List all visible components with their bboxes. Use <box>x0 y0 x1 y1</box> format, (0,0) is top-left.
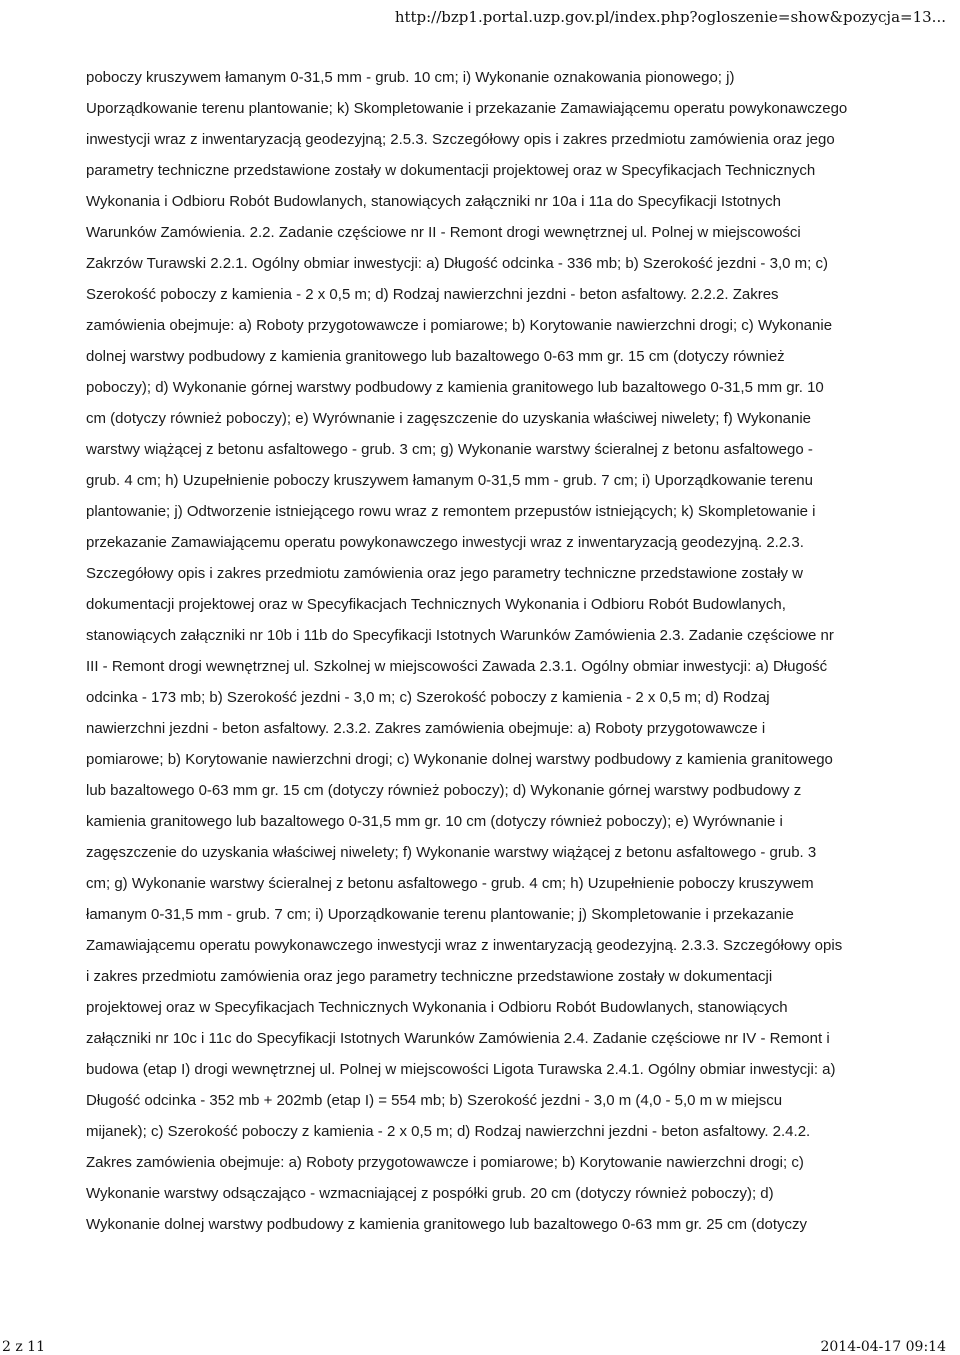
page-url-header: http://bzp1.portal.uzp.gov.pl/index.php?ogloszenie=show&pozycja=13... <box>394 8 946 26</box>
text-line: i zakres przedmiotu zamówienia oraz jego parametry techniczne przedstawione zostały w dokumentacji <box>86 968 773 985</box>
text-line: Szerokość poboczy z kamienia - 2 x 0,5 m; d) Rodzaj nawierzchni jezdni - beton asfaltowy. 2.2.2. Zakres <box>86 286 779 303</box>
page-number: 2 z 11 <box>2 1339 45 1355</box>
text-line: Wykonanie dolnej warstwy podbudowy z kamienia granitowego lub bazaltowego 0-63 mm gr. 25 cm (dotyczy <box>86 1216 808 1233</box>
text-line: dokumentacji projektowej oraz w Specyfikacjach Technicznych Wykonania i Odbioru Robót Budowlanych, <box>86 596 786 613</box>
text-line: cm; g) Wykonanie warstwy ścieralnej z betonu asfaltowego - grub. 4 cm; h) Uzupełnienie poboczy kruszywem <box>86 875 814 892</box>
text-line: zamówienia obejmuje: a) Roboty przygotowawcze i pomiarowe; b) Korytowanie nawierzchni drogi; c) Wykonanie <box>86 317 833 334</box>
text-line: przekazanie Zamawiającemu operatu powykonawczego inwestycji wraz z inwentaryzacją geodezyjną. 2.2.3. <box>86 534 804 551</box>
text-line: Wykonania i Odbioru Robót Budowlanych, stanowiących załączniki nr 10a i 11a do Specyfikacji Istotnych <box>86 193 781 210</box>
text-line: Zamawiającemu operatu powykonawczego inwestycji wraz z inwentaryzacją geodezyjną. 2.3.3. Szczegółowy opis <box>86 937 843 954</box>
text-line: budowa (etap I) drogi wewnętrznej ul. Polnej w miejscowości Ligota Turawska 2.4.1. Ogólny obmiar inwestycji: a) <box>86 1061 836 1078</box>
text-line: parametry techniczne przedstawione zostały w dokumentacji projektowej oraz w Specyfikacjach Technicznych <box>86 162 816 179</box>
text-line: mijanek); c) Szerokość poboczy z kamienia - 2 x 0,5 m; d) Rodzaj nawierzchni jezdni - beton asfaltowy. 2.4.2. <box>86 1123 811 1140</box>
text-line: zagęszczenie do uzyskania właściwej niwelety; f) Wykonanie warstwy wiążącej z betonu asfaltowego - grub. 3 <box>86 844 817 861</box>
text-line: lub bazaltowego 0-63 mm gr. 15 cm (dotyczy również poboczy); d) Wykonanie górnej warstwy podbudowy z <box>86 782 802 799</box>
text-line: stanowiących załączniki nr 10b i 11b do Specyfikacji Istotnych Warunków Zamówienia 2.3. Zadanie częściowe nr <box>86 627 834 644</box>
text-line: kamienia granitowego lub bazaltowego 0-31,5 mm gr. 10 cm (dotyczy również poboczy); e) Wyrównanie i <box>86 813 783 830</box>
text-line: poboczy kruszywem łamanym 0-31,5 mm - grub. 10 cm; i) Wykonanie oznakowania pionowego; j) <box>86 69 735 86</box>
text-line: Szczegółowy opis i zakres przedmiotu zamówienia oraz jego parametry techniczne przedstawione zostały w <box>86 565 803 582</box>
text-line: pomiarowe; b) Korytowanie nawierzchni drogi; c) Wykonanie dolnej warstwy podbudowy z kamienia granitowego <box>86 751 833 768</box>
text-line: poboczy); d) Wykonanie górnej warstwy podbudowy z kamienia granitowego lub bazaltowego 0-31,5 mm gr. 10 <box>86 379 824 396</box>
text-line: Wykonanie warstwy odsączająco - wzmacniającej z pospółki grub. 20 cm (dotyczy również poboczy); d) <box>86 1185 774 1202</box>
text-line: Zakrzów Turawski 2.2.1. Ogólny obmiar inwestycji: a) Długość odcinka - 336 mb; b) Szerokość jezdni - 3,0 m; c) <box>86 255 828 272</box>
text-line: Długość odcinka - 352 mb + 202mb (etap I) = 554 mb; b) Szerokość jezdni - 3,0 m (4,0 - 5,0 m w miejscu <box>86 1092 783 1109</box>
text-line: inwestycji wraz z inwentaryzacją geodezyjną; 2.5.3. Szczegółowy opis i zakres przedmiotu zamówienia oraz jego <box>86 131 835 148</box>
text-line: Uporządkowanie terenu plantowanie; k) Skompletowanie i przekazanie Zamawiającemu operatu powykonawczego <box>86 100 848 117</box>
text-line: załączniki nr 10c i 11c do Specyfikacji Istotnych Warunków Zamówienia 2.4. Zadanie częściowe nr IV - Remont i <box>86 1030 830 1047</box>
text-line: warstwy wiążącej z betonu asfaltowego - grub. 3 cm; g) Wykonanie warstwy ścieralnej z betonu asfaltowego - <box>86 441 813 458</box>
text-line: Zakres zamówienia obejmuje: a) Roboty przygotowawcze i pomiarowe; b) Korytowanie nawierzchni drogi; c) <box>86 1154 804 1171</box>
text-line: łamanym 0-31,5 mm - grub. 7 cm; i) Uporządkowanie terenu plantowanie; j) Skompletowanie i przekazanie <box>86 906 794 923</box>
print-timestamp: 2014-04-17 09:14 <box>820 1339 946 1355</box>
text-line: cm (dotyczy również poboczy); e) Wyrównanie i zagęszczenie do uzyskania właściwej niwelety; f) Wykonanie <box>86 410 812 427</box>
text-line: dolnej warstwy podbudowy z kamienia granitowego lub bazaltowego 0-63 mm gr. 15 cm (dotyczy również <box>86 348 785 365</box>
document-body <box>86 62 896 1240</box>
text-line: odcinka - 173 mb; b) Szerokość jezdni - 3,0 m; c) Szerokość poboczy z kamienia - 2 x 0,5 m; d) Rodzaj <box>86 689 770 706</box>
text-line: III - Remont drogi wewnętrznej ul. Szkolnej w miejscowości Zawada 2.3.1. Ogólny obmiar inwestycji: a) Długość <box>86 658 828 675</box>
text-line: nawierzchni jezdni - beton asfaltowy. 2.3.2. Zakres zamówienia obejmuje: a) Roboty przygotowawcze i <box>86 720 766 737</box>
text-line: grub. 4 cm; h) Uzupełnienie poboczy kruszywem łamanym 0-31,5 mm - grub. 7 cm; i) Uporządkowanie terenu <box>86 472 813 489</box>
text-line: Warunków Zamówienia. 2.2. Zadanie częściowe nr II - Remont drogi wewnętrznej ul. Polnej w miejscowości <box>86 224 801 241</box>
text-line: projektowej oraz w Specyfikacjach Technicznych Wykonania i Odbioru Robót Budowlanych, stanowiących <box>86 999 788 1016</box>
text-line: plantowanie; j) Odtworzenie istniejącego rowu wraz z remontem przepustów istniejących; k) Skompletowanie i <box>86 503 816 520</box>
